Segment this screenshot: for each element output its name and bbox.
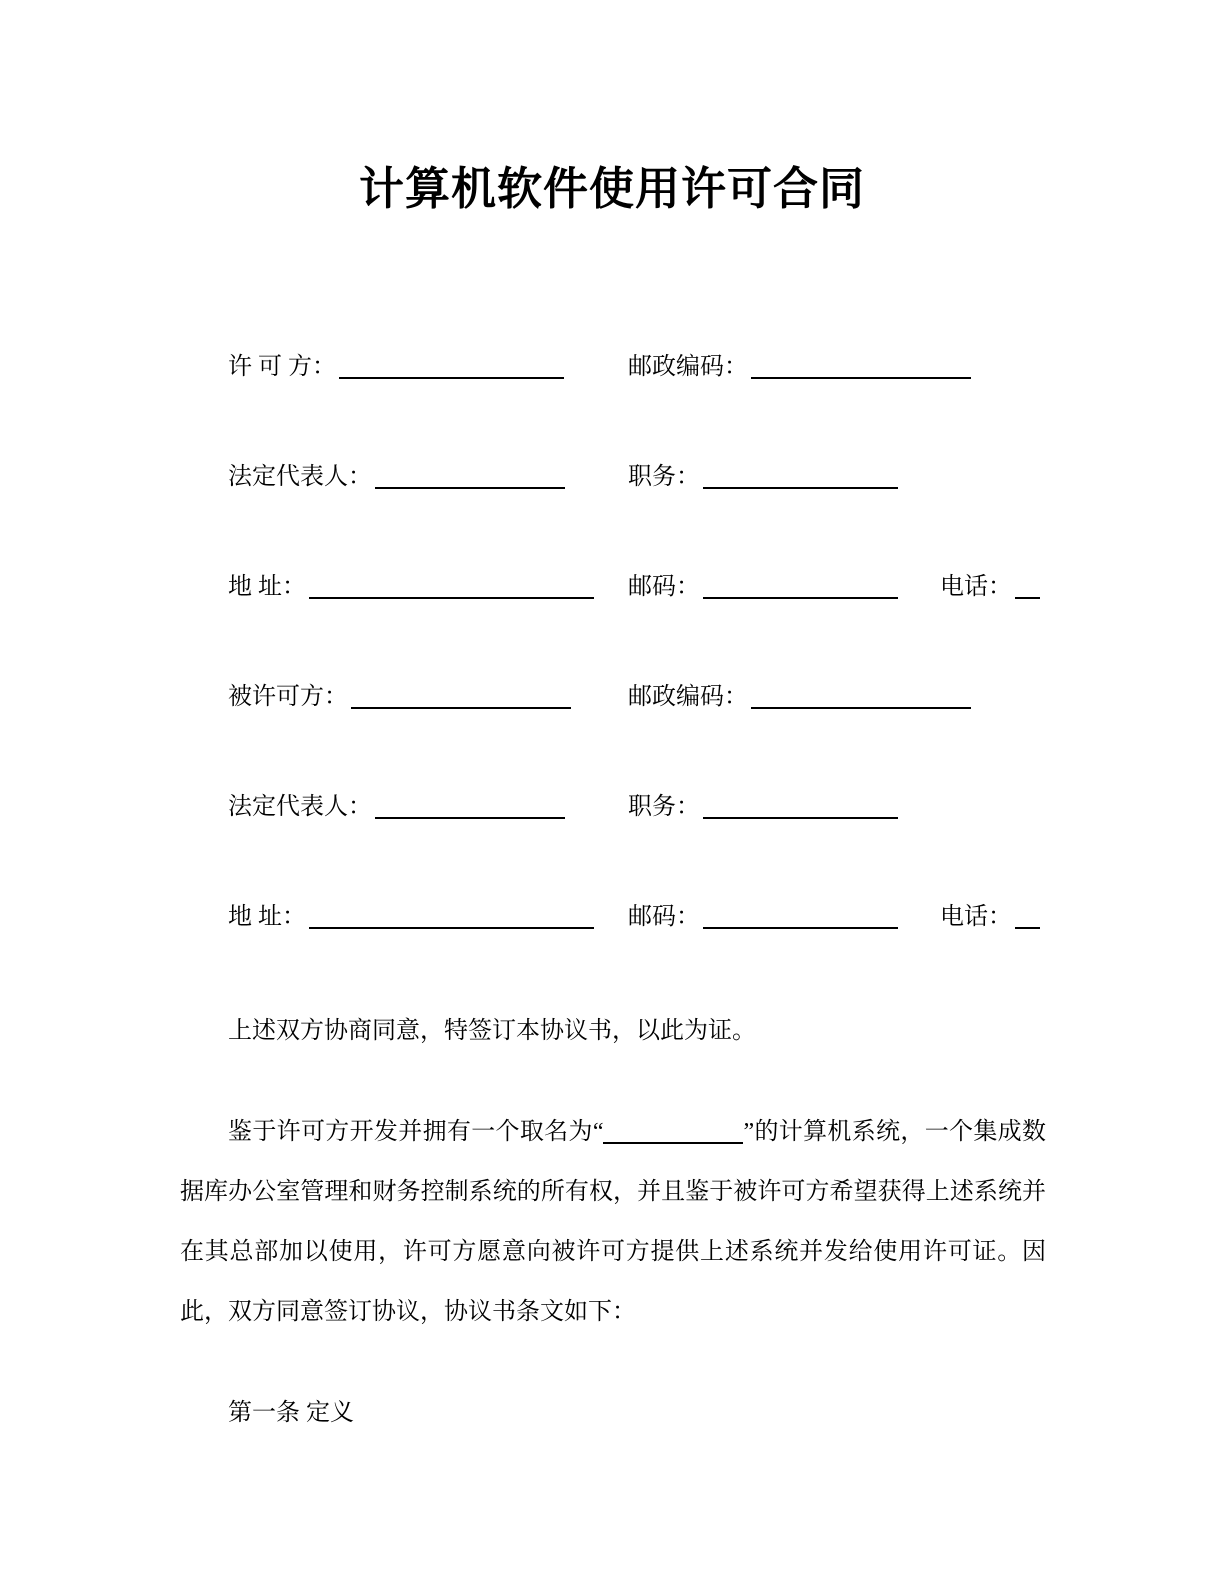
licensor-position-label: 职务： (628, 464, 700, 490)
form-row-licensee-representative (180, 790, 1080, 824)
licensee-address-field (228, 900, 594, 934)
licensee-label: 被许可方： (228, 684, 348, 710)
form-row-licensor-address (180, 570, 1080, 604)
licensee-phone-label: 电话： (940, 904, 1012, 930)
licensor-address-field (228, 570, 594, 604)
licensee-postcode-label: 邮政编码： (628, 684, 748, 710)
licensor-representative-label: 法定代表人： (228, 464, 372, 490)
whereas-text-before-blank: 鉴于许可方开发并拥有一个取名为“ (228, 1119, 604, 1145)
licensor-position-blank-line (703, 469, 898, 489)
licensee-postcode-field (628, 680, 971, 714)
licensee-address-blank-line (309, 909, 594, 929)
licensee-postcode-blank-line (751, 689, 971, 709)
licensor-phone-blank-line (1015, 579, 1040, 599)
licensee-position-field (628, 790, 898, 824)
whereas-text-after-blank: ”的计算机系统，一个集成数据库办公室管理和财务控制系统的所有权，并且鉴于被许可方希望获得上述系统并在其总部加以使用，许可方愿意向被许可方提供上述系统并发给使用许可证。因此，双方同意签订协议，协议书条文如下： (180, 1119, 1046, 1325)
licensor-postcode-label: 邮政编码： (628, 354, 748, 380)
licensor-zip-label: 邮码： (628, 574, 700, 600)
licensor-blank-line (339, 359, 564, 379)
licensor-address-label: 地 址： (228, 574, 306, 600)
licensor-position-field (628, 460, 898, 494)
agreement-statement-paragraph: 上述双方协商同意，特签订本协议书，以此为证。 (228, 1018, 756, 1044)
licensee-field (228, 680, 571, 714)
licensee-phone-blank-line (1015, 909, 1040, 929)
licensee-zip-blank-line (703, 909, 898, 929)
licensor-zip-field (628, 570, 898, 604)
licensee-representative-field (228, 790, 565, 824)
licensee-representative-label: 法定代表人： (228, 794, 372, 820)
licensee-zip-label: 邮码： (628, 904, 700, 930)
licensee-blank-line (351, 689, 571, 709)
licensor-phone-label: 电话： (940, 574, 1012, 600)
form-row-licensor (180, 350, 1080, 384)
form-row-licensee (180, 680, 1080, 714)
system-name-blank-line (603, 1124, 743, 1144)
licensor-postcode-field (628, 350, 971, 384)
licensee-representative-blank-line (375, 799, 565, 819)
licensor-postcode-blank-line (751, 359, 971, 379)
form-row-licensor-representative (180, 460, 1080, 494)
form-row-licensee-address (180, 900, 1080, 934)
licensor-address-blank-line (309, 579, 594, 599)
licensor-field (228, 350, 564, 384)
whereas-clause-paragraph (180, 1102, 1046, 1342)
licensor-representative-blank-line (375, 469, 565, 489)
licensee-position-blank-line (703, 799, 898, 819)
licensor-phone-field (940, 570, 1040, 604)
licensee-address-label: 地 址： (228, 904, 306, 930)
licensor-zip-blank-line (703, 579, 898, 599)
article-1-heading: 第一条 定义 (228, 1400, 354, 1426)
licensor-representative-field (228, 460, 565, 494)
document-title: 计算机软件使用许可合同 (358, 163, 865, 214)
licensor-label: 许 可 方： (228, 354, 336, 380)
licensee-phone-field (940, 900, 1040, 934)
licensee-position-label: 职务： (628, 794, 700, 820)
licensee-zip-field (628, 900, 898, 934)
